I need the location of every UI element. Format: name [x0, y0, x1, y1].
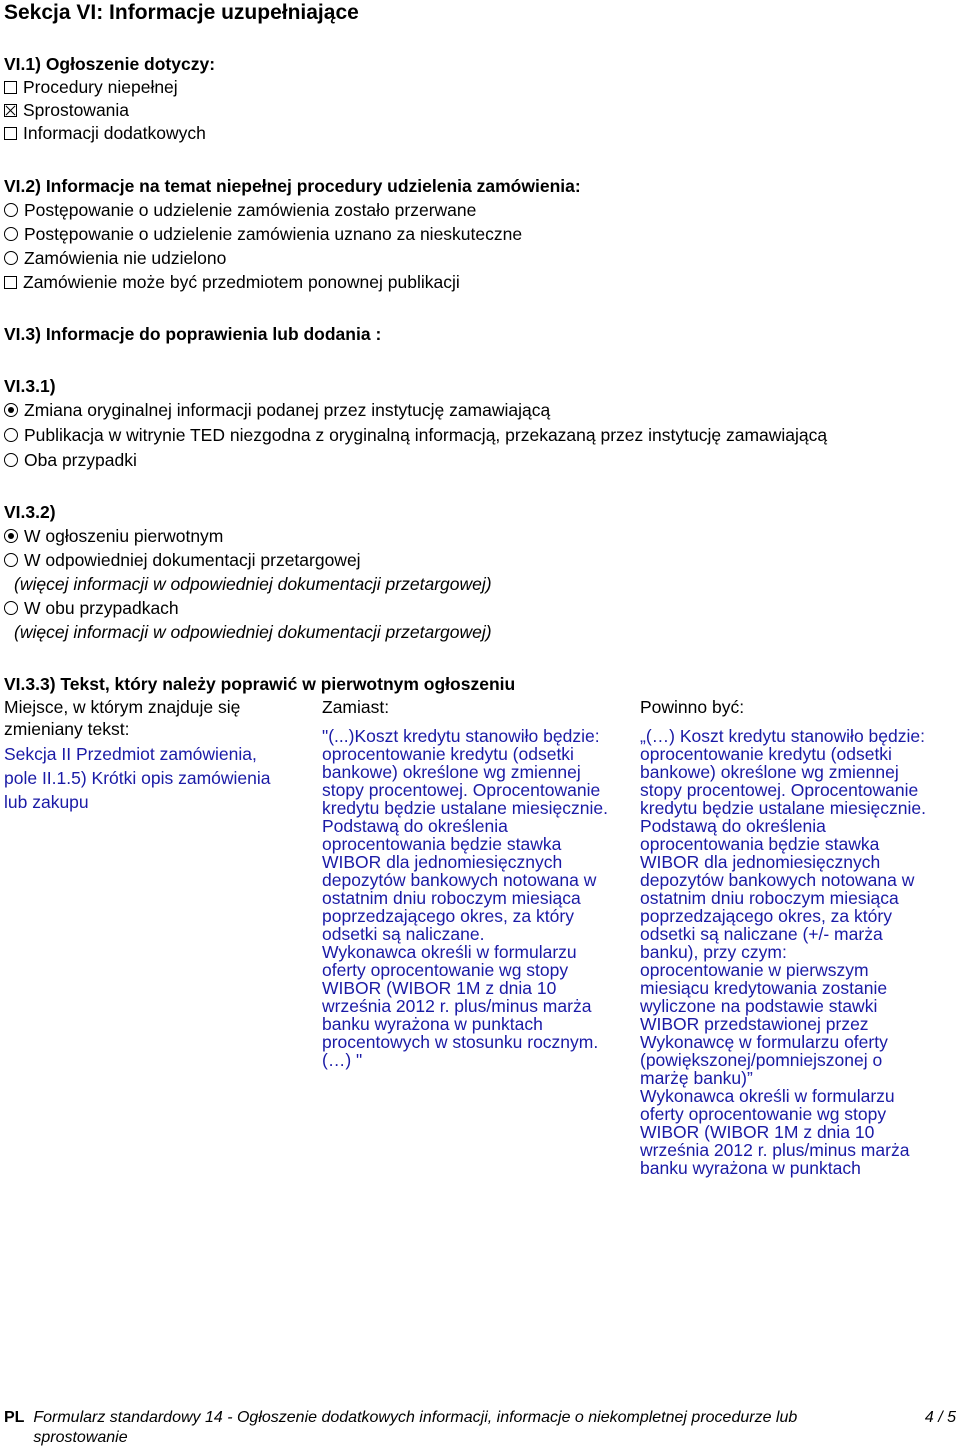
checked-checkbox-icon — [4, 104, 17, 117]
section-vi3-heading: VI.3) Informacje do poprawienia lub dodania : — [4, 324, 382, 344]
page-title: Sekcja VI: Informacje uzupełniające — [4, 1, 359, 24]
option-ogloszenie-pierwotne — [4, 525, 223, 547]
radio-icon — [4, 227, 18, 241]
radio-icon — [4, 251, 18, 265]
section-vi31-heading: VI.3.1) — [4, 376, 56, 396]
column-instead-text: "(...)Koszt kredytu stanowiło będzie: oprocentowanie kredytu (odsetki bankowe) określone wg zmiennej stopy procentowej. Oprocentowanie kredytu będzie ustalane miesięcznie. Podstawą do określenia oprocentowania będzie stawka WIBOR dla jednomiesięcznych depozytów bankowych notowana w ostatnim dniu roboczym miesiąca poprzedzającego okres, za który odsetki są naliczane. Wykonawca określi w formularzu oferty oprocentowanie wg stopy WIBOR (WIBOR 1M z dnia 10 września 2012 r. plus/minus marża banku wyrażona w punktach procentowych w stosunku rocznym. (…) " — [322, 726, 608, 1070]
option-przerwane — [4, 199, 476, 221]
section-vi33-heading: VI.3.3) Tekst, który należy poprawić w pierwotnym ogłoszeniu — [4, 674, 516, 694]
checked-radio-icon — [4, 403, 18, 417]
option-label: Informacji dodatkowych — [23, 123, 206, 143]
option-label: W odpowiedniej dokumentacji przetargowej — [24, 550, 361, 570]
option-label: Zamówienia nie udzielono — [24, 248, 227, 268]
column-should-be-text: „(…) Koszt kredytu stanowiło będzie: oprocentowanie kredytu (odsetki bankowe) określone wg zmiennej stopy procentowej. Oprocentowanie kredytu będzie ustalane miesięcznie. Podstawą do określenia oprocentowania będzie stawka WIBOR dla jednomiesięcznych depozytów bankowych notowana w ostatnim dniu roboczym miesiąca poprzedzającego okres, za który odsetki są naliczane (+/- marża banku), przy czym: oprocentowanie w pierwszym miesiącu kredytowania zostanie wyliczone na podstawie stawki WIBOR przedstawionej przez Wykonawcę w formularzu oferty (powiększonej/pomniejszonej o marżę banku)” Wykonawca określi w formularzu oferty oprocentowanie wg stopy WIBOR (WIBOR 1M z dnia 10 września 2012 r. plus/minus marża banku wyrażona w punktach — [640, 726, 926, 1178]
footer-page-number: 4 / 5 — [924, 1409, 956, 1426]
column-should-be-heading: Powinno być: — [640, 697, 745, 717]
option-publikacja-ted — [4, 424, 827, 446]
option-obu-przypadkach — [4, 597, 179, 619]
radio-icon — [4, 428, 18, 442]
section-vi1-heading: VI.1) Ogłoszenie dotyczy: — [4, 54, 216, 74]
option-label: W obu przypadkach — [24, 598, 179, 618]
checkbox-icon — [4, 276, 17, 289]
section-vi32-heading: VI.3.2) — [4, 502, 56, 522]
note-obu-przypadkach: (więcej informacji w odpowiedniej dokumentacji przetargowej) — [14, 622, 492, 642]
radio-icon — [4, 453, 18, 467]
radio-icon — [4, 203, 18, 217]
option-procedury-niepelnej — [4, 76, 178, 98]
column-instead-heading: Zamiast: — [322, 697, 390, 717]
page-footer — [4, 1408, 956, 1448]
checkbox-icon — [4, 81, 17, 94]
option-ponownej-publikacji — [4, 271, 460, 293]
column-place-text: Sekcja II Przedmiot zamówienia, pole II.1.5) Krótki opis zamówienia lub zakupu — [4, 744, 271, 812]
option-dokumentacja — [4, 549, 361, 571]
option-label: Zmiana oryginalnej informacji podanej przez instytucję zamawiającą — [24, 400, 551, 420]
footer-form-title: Formularz standardowy 14 - Ogłoszenie dodatkowych informacji, informacje o niekompletnej procedurze lub sprostowanie — [33, 1409, 798, 1446]
option-label: Zamówienie może być przedmiotem ponownej publikacji — [23, 272, 460, 292]
option-sprostowania — [4, 99, 129, 121]
option-label: Postępowanie o udzielenie zamówienia zostało przerwane — [24, 200, 477, 220]
option-oba-przypadki — [4, 449, 137, 471]
radio-icon — [4, 601, 18, 615]
option-label: Procedury niepełnej — [23, 77, 178, 97]
option-label: Sprostowania — [23, 100, 130, 120]
checkbox-icon — [4, 127, 17, 140]
option-label: Postępowanie o udzielenie zamówienia uznano za nieskuteczne — [24, 224, 523, 244]
note-dokumentacja: (więcej informacji w odpowiedniej dokumentacji przetargowej) — [14, 574, 492, 594]
option-zmiana-informacji — [4, 399, 550, 421]
section-vi2-heading: VI.2) Informacje na temat niepełnej procedury udzielenia zamówienia: — [4, 176, 581, 196]
option-label: Publikacja w witrynie TED niezgodna z oryginalną informacją, przekazaną przez instytucję zamawiającą — [24, 425, 828, 445]
checked-radio-icon — [4, 529, 18, 543]
radio-icon — [4, 553, 18, 567]
option-informacji-dodatkowych — [4, 122, 206, 144]
column-place-heading: Miejsce, w którym znajduje się zmieniany tekst: — [4, 697, 241, 739]
option-label: W ogłoszeniu pierwotnym — [24, 526, 224, 546]
option-label: Oba przypadki — [24, 450, 137, 470]
option-nie-udzielono — [4, 247, 226, 269]
footer-language: PL — [4, 1409, 25, 1426]
option-nieskuteczne — [4, 223, 522, 245]
